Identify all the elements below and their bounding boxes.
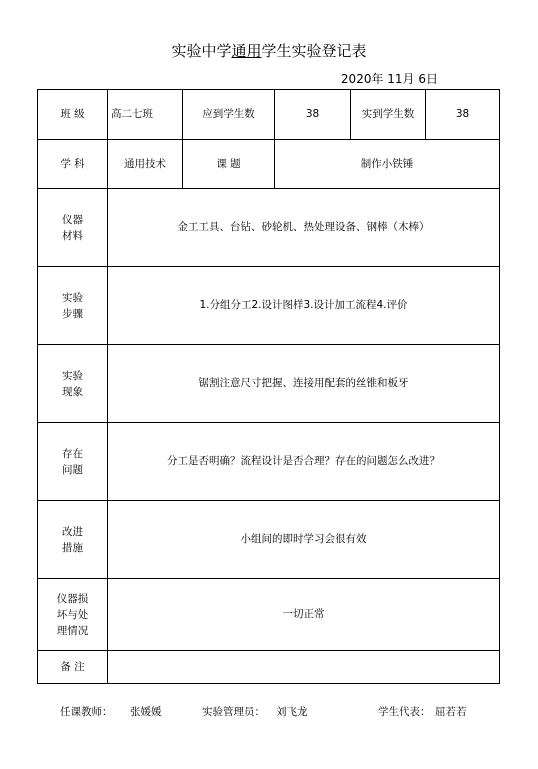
table-row	[38, 579, 500, 651]
subject-value: 通用技术	[108, 140, 183, 189]
subject-row	[38, 140, 500, 189]
registration-table	[37, 89, 500, 684]
row-value: 分工是否明确？流程设计是否合理？存在的问题怎么改进？	[108, 423, 500, 501]
class-row	[38, 90, 500, 140]
manager-name: 刘飞龙	[276, 706, 308, 718]
class-label: 班 级	[38, 90, 108, 140]
row-value: 金工工具、台钻、砂轮机、热处理设备、钢棒（木棒）	[108, 189, 500, 267]
row-value: 一切正常	[108, 579, 500, 651]
table-row	[38, 501, 500, 579]
teacher-name: 张媛媛	[130, 706, 162, 718]
teacher-label: 任课教师：	[60, 706, 113, 718]
topic-value: 制作小铁锤	[275, 140, 500, 189]
actual-students-label: 实到学生数	[351, 90, 426, 140]
row-value: 1.分组分工2.设计图样3.设计加工流程4.评价	[108, 267, 500, 345]
table-row	[38, 345, 500, 423]
topic-label: 课 题	[183, 140, 275, 189]
student-rep-name: 屈若若	[435, 706, 467, 718]
row-value: 小组间的即时学习会很有效	[108, 501, 500, 579]
title-pre: 实验中学	[171, 42, 232, 60]
remark-value	[108, 651, 500, 684]
title-underlined: 通用	[231, 42, 262, 60]
subject-label: 学 科	[38, 140, 108, 189]
form-date: 2020年 11月 6日	[340, 72, 438, 86]
student-rep-label: 学生代表：	[378, 706, 431, 718]
row-label: 实验 步骤	[38, 267, 108, 345]
remark-row	[38, 651, 500, 684]
row-label: 存在 问题	[38, 423, 108, 501]
expected-students-label: 应到学生数	[183, 90, 275, 140]
title-post: 学生实验登记表	[261, 42, 367, 60]
table-row	[38, 267, 500, 345]
row-value: 锯割注意尺寸把握、连接用配套的丝锥和板牙	[108, 345, 500, 423]
table-row	[38, 423, 500, 501]
row-label: 仪器损 坏与处 理情况	[38, 579, 108, 651]
remark-label: 备 注	[38, 651, 108, 684]
actual-students-value: 38	[426, 90, 500, 140]
class-value: 高二七班	[108, 90, 183, 140]
row-label: 仪器 材料	[38, 189, 108, 267]
form-title	[0, 40, 538, 61]
row-label: 实验 现象	[38, 345, 108, 423]
expected-students-value: 38	[275, 90, 351, 140]
row-label: 改进 措施	[38, 501, 108, 579]
table-row	[38, 189, 500, 267]
manager-label: 实验管理员：	[202, 706, 265, 718]
